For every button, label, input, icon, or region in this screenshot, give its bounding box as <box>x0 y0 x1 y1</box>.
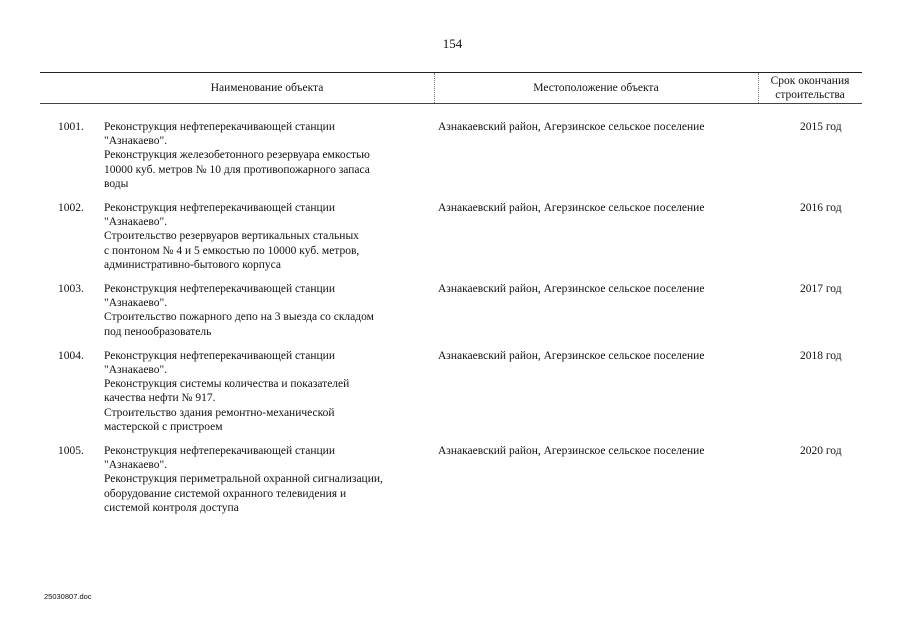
object-name-line: "Азнакаево". <box>104 135 168 148</box>
object-name-line: "Азнакаево". <box>104 459 168 472</box>
table-row <box>40 349 862 434</box>
object-name-line: "Азнакаево". <box>104 297 168 310</box>
object-name-line: оборудование системой охранного телевидения и <box>104 487 347 500</box>
header-object-name: Наименование объекта <box>210 81 324 94</box>
header-object-location: Местоположение объекта <box>533 81 659 94</box>
object-name-line: Реконструкция нефтеперекачивающей станции <box>104 445 335 458</box>
object-name-line: качества нефти № 917. <box>104 392 216 405</box>
object-name-line: с понтоном № 4 и 5 емкостью по 10000 куб. метров, <box>104 244 360 257</box>
page-number: 154 <box>442 36 463 51</box>
completion-year-cell: 2017 год <box>800 283 842 296</box>
object-name-cell <box>104 201 434 272</box>
object-name-line: Реконструкция железобетонного резервуара емкостью <box>104 149 370 162</box>
object-name-line: Строительство здания ремонтно-механической <box>104 406 335 419</box>
object-name-line: Строительство резервуаров вертикальных стальных <box>104 230 359 243</box>
row-number: 1002. <box>58 202 84 215</box>
object-location-cell: Азнакаевский район, Агерзинское сельское поселение <box>438 121 705 133</box>
file-name-footer: 25030807.doc <box>44 592 92 601</box>
header-completion-term <box>758 73 862 103</box>
object-name-cell <box>104 120 434 191</box>
object-name-line: Реконструкция нефтеперекачивающей станции <box>104 349 335 362</box>
row-number: 1001. <box>58 121 84 133</box>
object-name-line: Реконструкция нефтеперекачивающей станции <box>104 283 335 296</box>
object-name-line: воды <box>104 177 129 190</box>
object-location-cell: Азнакаевский район, Агерзинское сельское поселение <box>438 202 705 215</box>
row-number: 1005. <box>58 445 84 458</box>
row-number: 1004. <box>58 349 84 362</box>
object-name-line: 10000 куб. метров № 10 для противопожарного запаса <box>104 163 370 176</box>
table-row <box>40 282 862 339</box>
object-name-line: Реконструкция нефтеперекачивающей станции <box>104 121 335 133</box>
object-name-line: "Азнакаево". <box>104 364 168 377</box>
object-name-line: под пенообразователь <box>104 325 212 338</box>
table-row <box>40 201 862 272</box>
object-name-line: Строительство пожарного депо на 3 выезда со складом <box>104 311 374 324</box>
object-name-cell <box>104 444 434 515</box>
object-name-line: Реконструкция системы количества и показателей <box>104 378 350 391</box>
completion-year-cell: 2020 год <box>800 445 842 458</box>
table-row <box>40 120 862 191</box>
object-name-line: Реконструкция периметральной охранной сигнализации, <box>104 473 383 486</box>
object-name-line: "Азнакаево". <box>104 216 168 229</box>
completion-year-cell: 2018 год <box>800 349 842 362</box>
object-name-line: Реконструкция нефтеперекачивающей станции <box>104 202 335 215</box>
completion-year-cell: 2015 год <box>800 121 842 133</box>
object-name-line: системой контроля доступа <box>104 501 239 514</box>
table-header-rule <box>40 103 862 104</box>
header-term-line-1: Срок окончания <box>770 75 850 87</box>
table-row <box>40 444 862 515</box>
row-number: 1003. <box>58 283 84 296</box>
object-location-cell: Азнакаевский район, Агерзинское сельское поселение <box>438 445 705 458</box>
object-name-cell <box>104 349 434 434</box>
object-location-cell: Азнакаевский район, Агерзинское сельское поселение <box>438 283 705 296</box>
object-name-cell <box>104 282 434 339</box>
object-name-line: административно-бытового корпуса <box>104 258 281 271</box>
table-body <box>40 120 862 525</box>
completion-year-cell: 2016 год <box>800 202 842 215</box>
header-term-line-2: строительства <box>775 89 845 101</box>
object-location-cell: Азнакаевский район, Агерзинское сельское поселение <box>438 349 705 362</box>
object-name-line: мастерской с пристроем <box>104 420 223 433</box>
